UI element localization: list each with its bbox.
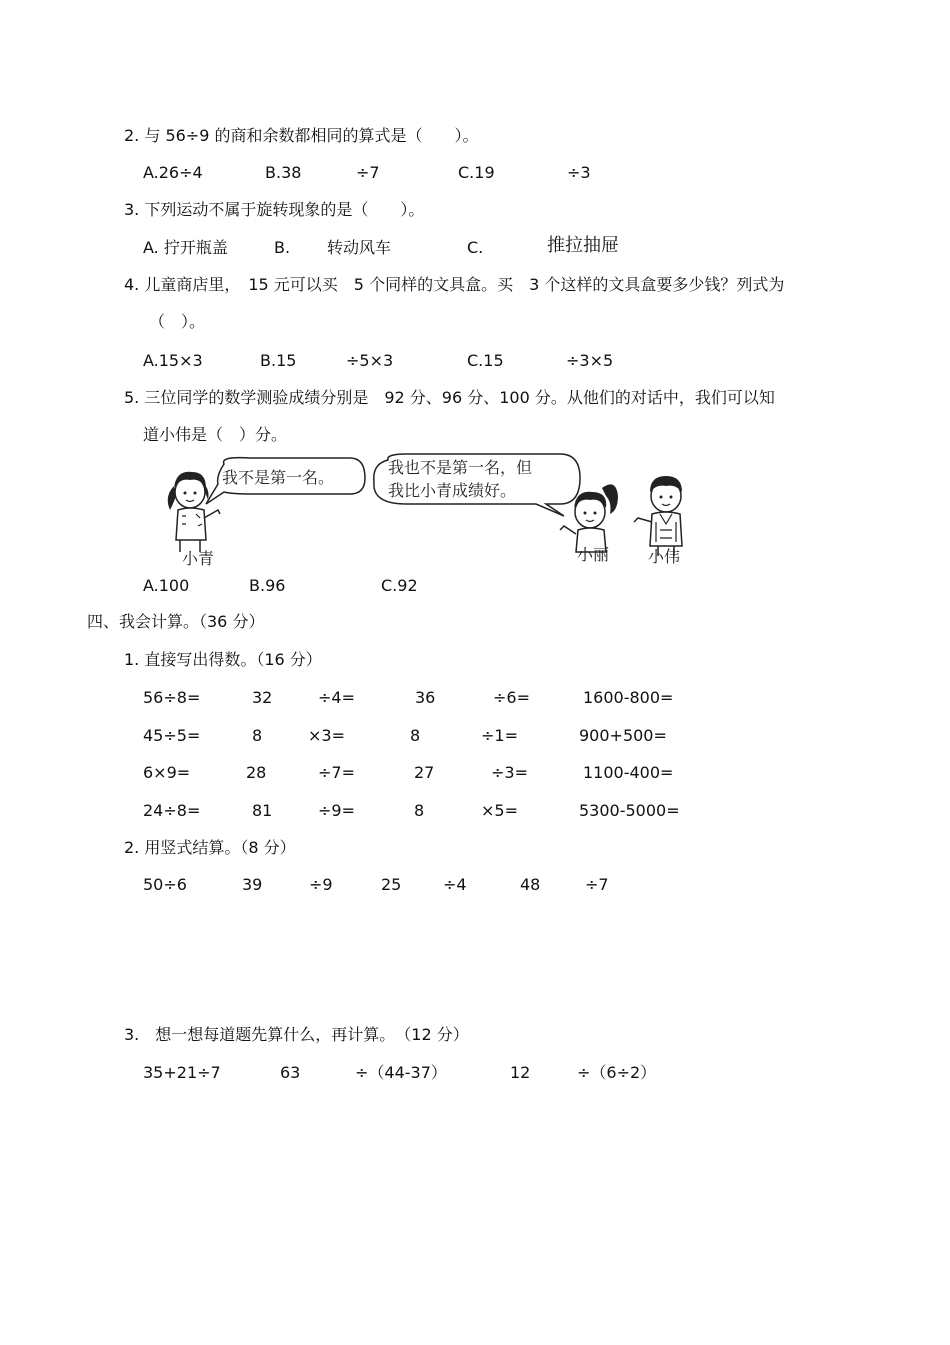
- part-1-title: 1. 直接写出得数。（16 分）: [124, 650, 322, 669]
- order-calc-3a: 12: [510, 1063, 531, 1082]
- calc-1-4: 1600-800=: [583, 688, 674, 707]
- question-5-option-b: B.96: [249, 576, 286, 595]
- question-3-option-b-letter: B.: [274, 238, 291, 257]
- question-2-option-b-cont: ÷7: [356, 163, 380, 182]
- calc-2-3b: ÷1=: [481, 726, 518, 745]
- order-calc-2a: 63: [280, 1063, 301, 1082]
- question-3-option-c: 推拉抽屉: [547, 235, 619, 256]
- question-5-stem-line1: 5. 三位同学的数学测验成绩分别是 92 分、96 分、100 分。从他们的对话中，我们可以知: [124, 388, 775, 407]
- calc-1-2a: 32: [252, 688, 273, 707]
- vertical-calc-2b: ÷9: [309, 875, 333, 894]
- calc-2-4: 900+500=: [579, 726, 667, 745]
- order-calc-3b: ÷（6÷2）: [577, 1063, 657, 1082]
- calc-2-1: 45÷5=: [143, 726, 201, 745]
- question-4-option-b-cont: ÷5×3: [346, 351, 394, 370]
- part-3-title: 3. 想一想每道题先算什么，再计算。 （12 分）: [124, 1025, 469, 1044]
- question-3-option-c-letter: C.: [467, 238, 484, 257]
- speech-bubble-2-text-line2: 我比小青成绩好。: [388, 481, 517, 500]
- calc-4-3a: 8: [414, 801, 425, 820]
- vertical-calc-4a: 48: [520, 875, 541, 894]
- calc-2-2b: ×3=: [308, 726, 345, 745]
- question-2-option-c: C.19: [458, 163, 495, 182]
- question-4-stem-line2: （ ）。: [149, 312, 206, 331]
- order-calc-2b: ÷（44-37）: [355, 1063, 447, 1082]
- speech-bubble-1-text: 我不是第一名。: [222, 468, 335, 487]
- question-4-stem-line1: 4. 儿童商店里， 15 元可以买 5 个同样的文具盒。买 3 个这样的文具盒要多少钱？列式为: [124, 275, 785, 294]
- question-2-option-a: A.26÷4: [143, 163, 203, 182]
- xiaoqing-figure: [168, 472, 220, 552]
- calc-1-3b: ÷6=: [493, 688, 530, 707]
- calc-4-2b: ÷9=: [318, 801, 355, 820]
- part-2-title: 2. 用竖式结算。（8 分）: [124, 838, 296, 857]
- calc-1-1: 56÷8=: [143, 688, 201, 707]
- question-5-option-c: C.92: [381, 576, 418, 595]
- question-4-option-c: C.15: [467, 351, 504, 370]
- calc-1-2b: ÷4=: [318, 688, 355, 707]
- calc-1-3a: 36: [415, 688, 436, 707]
- calc-4-1: 24÷8=: [143, 801, 201, 820]
- xiaowei-figure: [634, 476, 682, 556]
- question-5-stem-line2: 道小伟是（ ）分。: [143, 425, 288, 444]
- calc-4-4: 5300-5000=: [579, 801, 680, 820]
- name-label-xiaowei: 小伟: [648, 547, 681, 566]
- question-3-option-a: A. 拧开瓶盖: [143, 238, 228, 257]
- question-4-option-b: B.15: [260, 351, 297, 370]
- question-4-option-a: A.15×3: [143, 351, 203, 370]
- name-label-xiaoli: 小丽: [577, 545, 610, 564]
- calc-3-2a: 28: [246, 763, 267, 782]
- speech-bubble-2-text-line1: 我也不是第一名，但: [388, 458, 533, 477]
- order-calc-1: 35+21÷7: [143, 1063, 221, 1082]
- calc-3-1: 6×9=: [143, 763, 191, 782]
- vertical-calc-3b: ÷4: [443, 875, 467, 894]
- question-5-option-a: A.100: [143, 576, 190, 595]
- question-4-option-c-cont: ÷3×5: [566, 351, 614, 370]
- calc-4-3b: ×5=: [481, 801, 518, 820]
- question-2-option-b: B.38: [265, 163, 302, 182]
- vertical-calc-3a: 25: [381, 875, 402, 894]
- vertical-calc-1: 50÷6: [143, 875, 187, 894]
- calc-2-2a: 8: [252, 726, 263, 745]
- name-label-xiaoqing: 小青: [182, 549, 215, 568]
- question-3-stem: 3. 下列运动不属于旋转现象的是（ ）。: [124, 200, 425, 219]
- calc-3-2b: ÷7=: [318, 763, 355, 782]
- question-3-option-b: 转动风车: [327, 238, 392, 257]
- calc-3-4: 1100-400=: [583, 763, 674, 782]
- calc-3-3b: ÷3=: [491, 763, 528, 782]
- calc-3-3a: 27: [414, 763, 435, 782]
- section-4-title: 四、我会计算。（36 分）: [87, 612, 265, 631]
- calc-4-2a: 81: [252, 801, 273, 820]
- vertical-calc-4b: ÷7: [585, 875, 609, 894]
- question-2-option-c-cont: ÷3: [567, 163, 591, 182]
- question-2-stem: 2. 与 56÷9 的商和余数都相同的算式是（ ）。: [124, 126, 479, 145]
- calc-2-3a: 8: [410, 726, 421, 745]
- vertical-calc-2a: 39: [242, 875, 263, 894]
